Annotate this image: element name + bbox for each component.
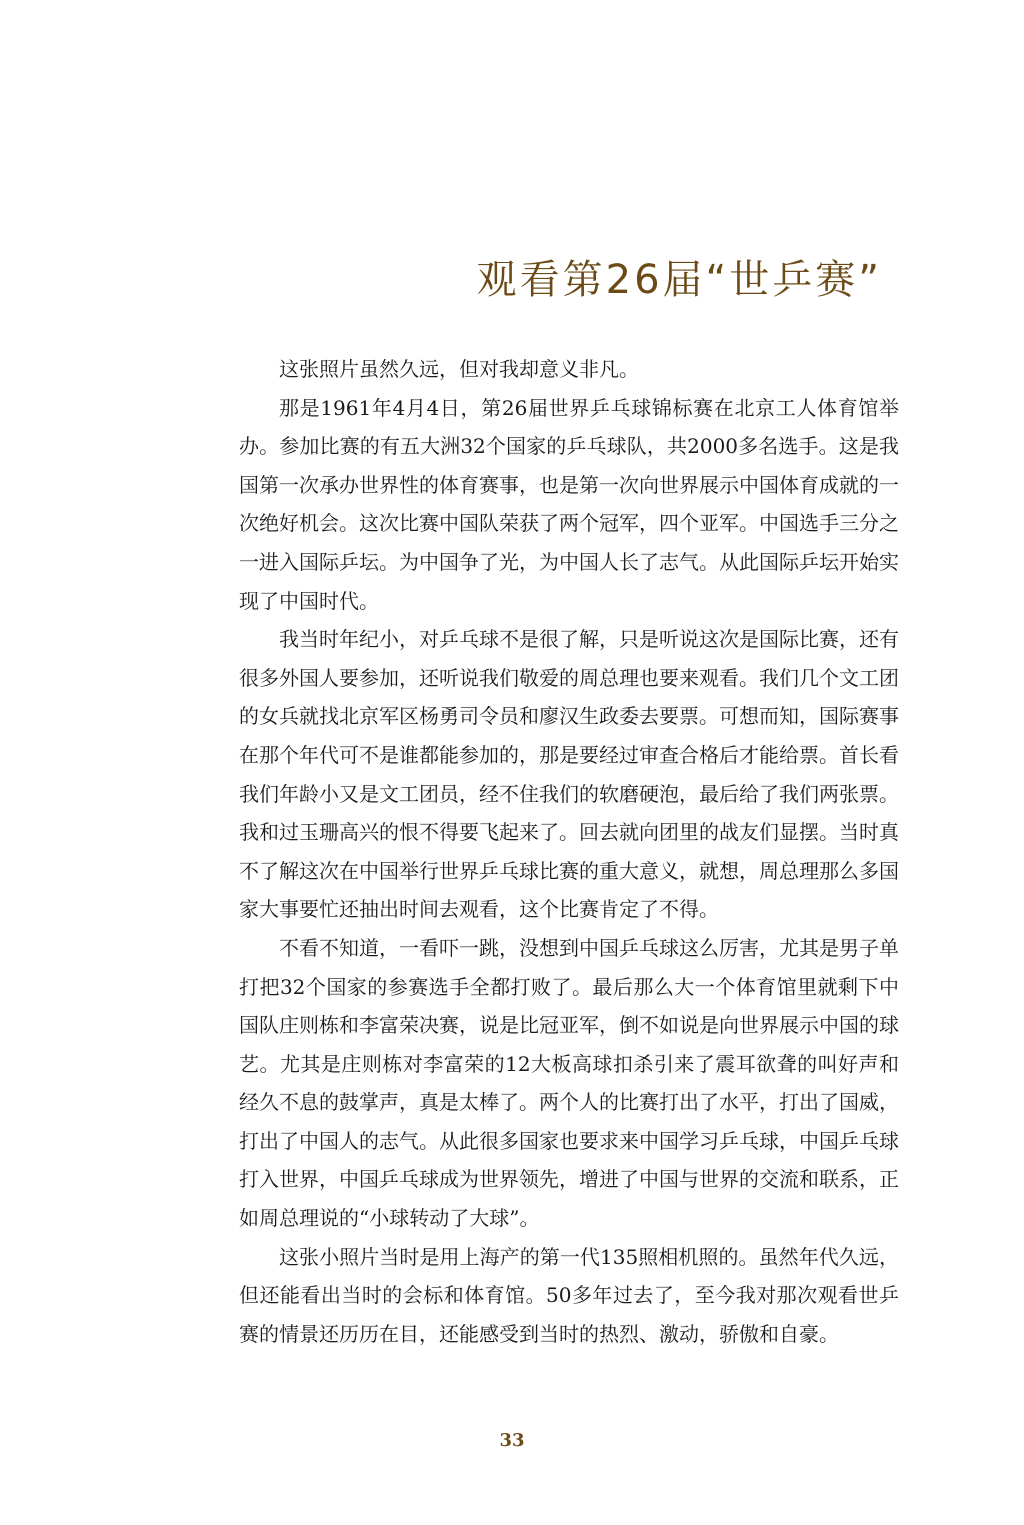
paragraph-3: 我当时年纪小，对乒乓球不是很了解，只是听说这次是国际比赛，还有很多外国人要参加，还听说我们敬爱的周总理也要来观看。我们几个文工团的女兵就找北京军区杨勇司令员和廖汉生政委去要票。可想而知，国际赛事在那个年代可不是谁都能参加的，那是要经过审查合格后才能给票。首长看我们年龄小又是文工团员，经不住我们的软磨硬泡，最后给了我们两张票。我和过玉珊高兴的恨不得要飞起来了。回去就向团里的战友们显摆。当时真不了解这次在中国举行世界乒乓球比赛的重大意义，就想，周总理那么多国家大事要忙还抽出时间去观看，这个比赛肯定了不得。: [239, 627, 899, 922]
page-number: 33: [499, 1430, 525, 1451]
paragraph-1: 这张照片虽然久远，但对我却意义非凡。: [279, 357, 639, 381]
paragraph-2: 那是1961年4月4日，第26届世界乒乓球锦标赛在北京工人体育馆举办。参加比赛的有五大洲32个国家的乒乓球队，共2000多名选手。这是我国第一次承办世界性的体育赛事，也是第一次向世界展示中国体育成就的一次绝好机会。这次比赛中国队荣获了两个冠军，四个亚军。中国选手三分之一进入国际乒坛。为中国争了光，为中国人长了志气。从此国际乒坛开始实现了中国时代。: [239, 395, 899, 613]
paragraph-5: 这张小照片当时是用上海产的第一代135照相机照的。虽然年代久远，但还能看出当时的会标和体育馆。50多年过去了，至今我对那次观看世乒赛的情景还历历在目，还能感受到当时的热烈、激动，骄傲和自豪。: [239, 1244, 899, 1346]
page-title: 观看第26届“世乒赛”: [476, 257, 882, 303]
paragraph-4: 不看不知道，一看吓一跳，没想到中国乒乓球这么厉害，尤其是男子单打把32个国家的参赛选手全都打败了。最后那么大一个体育馆里就剩下中国队庄则栋和李富荣决赛，说是比冠亚军，倒不如说是向世界展示中国的球艺。尤其是庄则栋对李富荣的12大板高球扣杀引来了震耳欲聋的叫好声和经久不息的鼓掌声，真是太棒了。两个人的比赛打出了水平，打出了国威，打出了中国人的志气。从此很多国家也要求来中国学习乒乓球，中国乒乓球打入世界，中国乒乓球成为世界领先，增进了中国与世界的交流和联系，正如周总理说的“小球转动了大球”。: [239, 935, 899, 1231]
article-body: [239, 350, 899, 1353]
